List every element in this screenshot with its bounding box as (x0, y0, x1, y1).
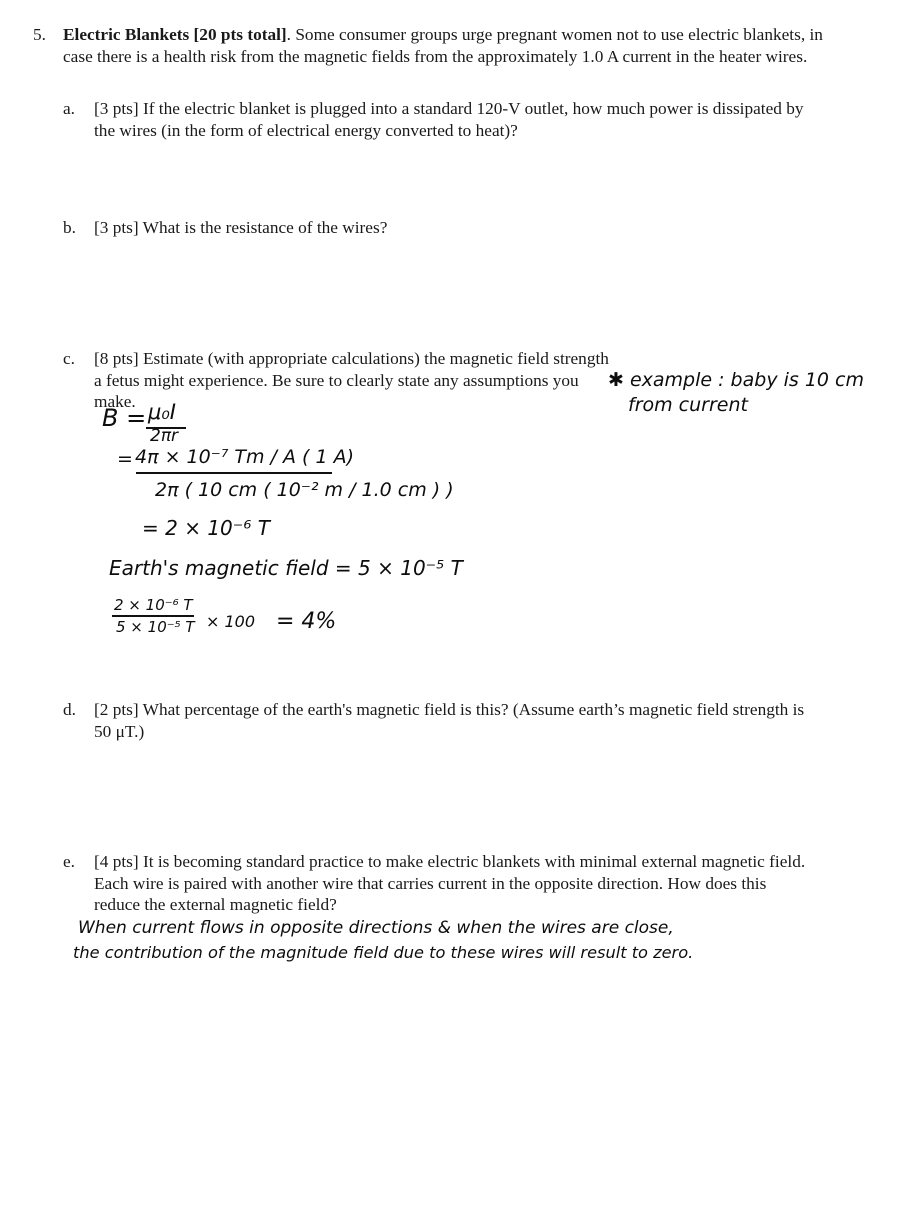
handwritten-formula-denominator: 2πr (150, 426, 179, 446)
part-a-letter: a. (63, 99, 75, 118)
part-b-letter: b. (63, 218, 76, 237)
question-number: 5. (33, 25, 46, 44)
handwritten-assumption-line-1: ✱ example : baby is 10 cm (608, 369, 864, 391)
handwritten-substitution-denominator: 2π ( 10 cm ( 10⁻² m / 1.0 cm ) ) (155, 479, 454, 501)
handwritten-formula-numerator: μ₀I (148, 400, 176, 424)
handwritten-answer-e-line-1: When current flows in opposite directions & when the wires are close, (78, 918, 674, 938)
part-b-text: [3 pts] What is the resistance of the wires? (94, 218, 388, 237)
handwritten-ratio-numerator: 2 × 10⁻⁶ T (114, 596, 193, 614)
question-title: Electric Blankets [20 pts total] (63, 25, 287, 44)
part-e-text: [4 pts] It is becoming standard practice to make electric blankets with minimal external magnetic field. Each wire is paired with another wire that carries current in the opposite direction. How does this reduce the external magnetic field? (94, 852, 806, 914)
handwritten-answer-e-line-2: the contribution of the magnitude field due to these wires will result to zero. (73, 943, 694, 962)
question-intro-text: . Some consumer groups urge pregnant women not to use electric blankets, in case there is a health risk from the magnetic fields from the approximately 1.0 A current in the heater wires. (63, 25, 823, 66)
handwritten-substitution-equals: = (117, 448, 133, 470)
handwritten-formula-lhs: B = (102, 404, 147, 432)
handwritten-substitution-numerator: 4π × 10⁻⁷ Tm / A ( 1 A) (135, 446, 355, 468)
handwritten-assumption-line-2: from current (628, 394, 748, 416)
question-intro (63, 24, 853, 67)
handwritten-ratio-result: = 4% (276, 609, 337, 634)
handwritten-field-result: = 2 × 10⁻⁶ T (142, 516, 270, 540)
part-d-text: [2 pts] What percentage of the earth's magnetic field is this? (Assume earth’s magnetic field strength is 50 μT.) (94, 700, 805, 741)
handwritten-ratio-times: × 100 (206, 612, 256, 631)
part-c-text: [8 pts] Estimate (with appropriate calculations) the magnetic field strength a fetus might experience. Be sure to clearly state any assumptions you make. (94, 349, 609, 411)
part-d-letter: d. (63, 700, 76, 719)
part-a-text: [3 pts] If the electric blanket is plugged into a standard 120-V outlet, how much power is dissipated by the wires (in the form of electrical energy converted to heat)? (94, 99, 804, 140)
part-e-letter: e. (63, 852, 75, 871)
handwritten-substitution-bar (136, 472, 332, 474)
part-c-letter: c. (63, 349, 75, 368)
handwritten-ratio-denominator: 5 × 10⁻⁵ T (116, 618, 195, 636)
handwritten-ratio-bar (112, 615, 194, 617)
handwritten-earth-field: Earth's magnetic field = 5 × 10⁻⁵ T (109, 556, 463, 580)
